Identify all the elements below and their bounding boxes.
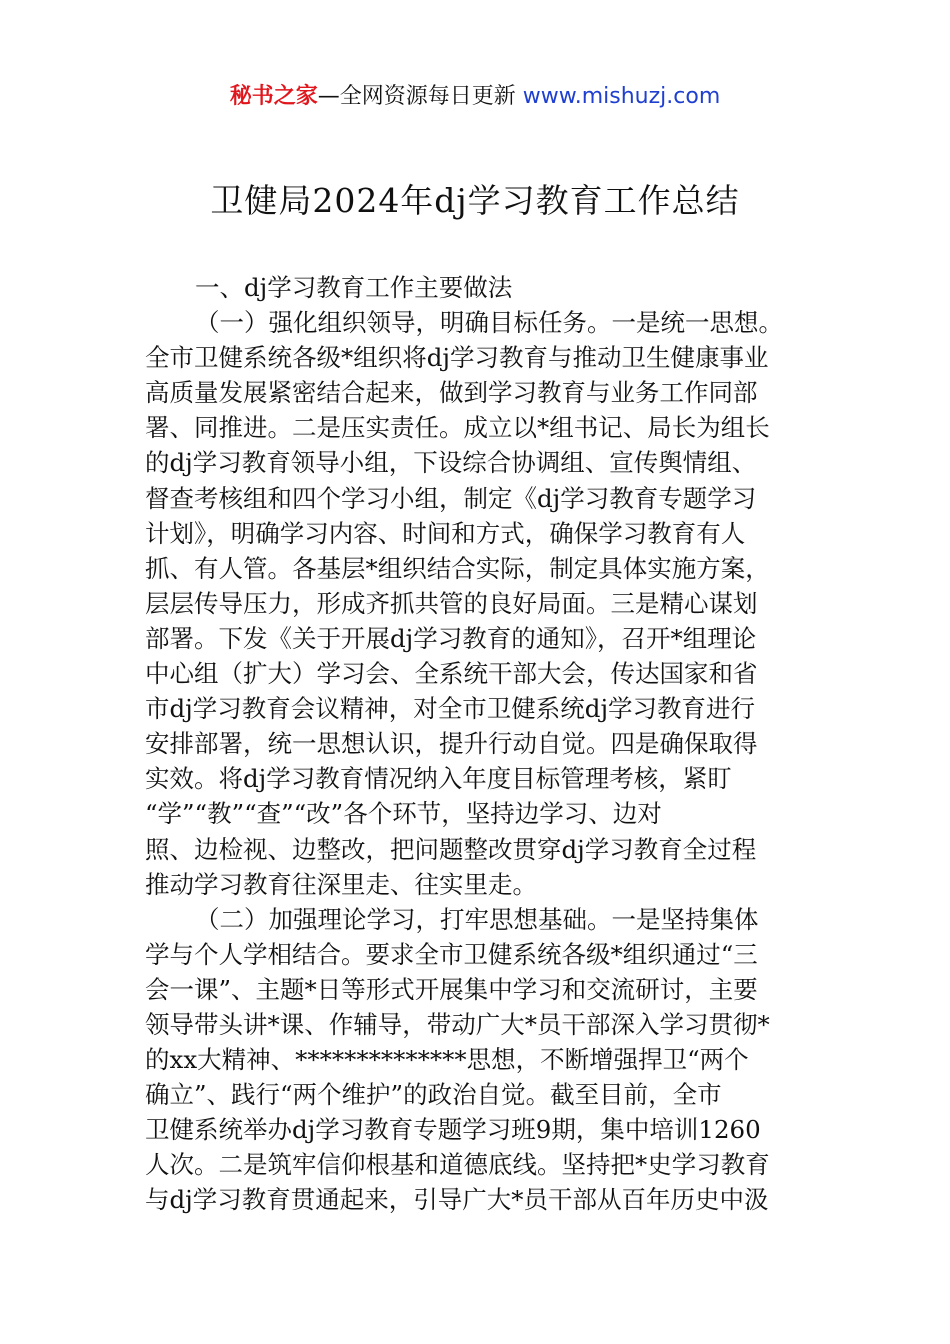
paragraph-line: 实效。将dj学习教育情况纳入年度目标管理考核，紧盯 (145, 764, 732, 794)
paragraph-line: 督查考核组和四个学习小组，制定《dj学习教育专题学习 (145, 483, 757, 513)
paragraph-line: 安排部署，统一思想认识，提升行动自觉。四是确保取得 (145, 729, 758, 759)
document-body (145, 270, 809, 1218)
paragraph-line: 计划》，明确学习内容、时间和方式，确保学习教育有人 (145, 518, 746, 548)
paragraph-line: 照、边检视、边整改，把问题整改贯穿dj学习教育全过程 (145, 834, 757, 864)
site-banner (0, 82, 950, 112)
paragraph-line: 高质量发展紧密结合起来，做到学习教育与业务工作同部 (145, 378, 758, 408)
site-url-link[interactable]: www.mishuzj.com (522, 84, 721, 109)
paragraph-line: 的xx大精神、**************思想，不断增强捍卫“两个 (145, 1045, 749, 1075)
paragraph-line: 学与个人学相结合。要求全市卫健系统各级*组织通过“三 (145, 939, 758, 969)
paragraph-line: 推动学习教育往深里走、往实里走。 (145, 869, 537, 899)
paragraph-line: 部署。下发《关于开展dj学习教育的通知》，召开*组理论 (145, 623, 757, 653)
paragraph-line: “学”“教”“查”“改”各个环节，坚持边学习、边对 (145, 799, 662, 829)
paragraph-line: （一）强化组织领导，明确目标任务。一是统一思想。 (195, 308, 783, 338)
paragraph-line: 署、同推进。二是压实责任。成立以*组书记、局长为组长 (145, 413, 770, 443)
paragraph-line: 确立”、践行“两个维护”的政治自觉。截至目前，全市 (145, 1080, 722, 1110)
section-heading: 一、dj学习教育工作主要做法 (195, 273, 513, 302)
paragraph-line: 会一课”、主题*日等形式开展集中学习和交流研讨，主要 (145, 974, 758, 1004)
paragraph-line: 与dj学习教育贯通起来，引导广大*员干部从百年历史中汲 (145, 1185, 769, 1215)
paragraph-line: 市dj学习教育会议精神，对全市卫健系统dj学习教育进行 (145, 694, 756, 724)
banner-slogan: —全网资源每日更新 (317, 84, 516, 109)
brand-name: 秘书之家 (229, 84, 318, 109)
document-title: 卫健局2024年dj学习教育工作总结 (210, 181, 740, 220)
paragraph-line: 领导带头讲*课、作辅导，带动广大*员干部深入学习贯彻* (145, 1009, 770, 1039)
paragraph-line: （二）加强理论学习，打牢思想基础。一是坚持集体 (195, 904, 759, 934)
paragraph-line: 抓、有人管。各基层*组织结合实际，制定具体实施方案， (145, 553, 770, 583)
paragraph-line: 人次。二是筑牢信仰根基和道德底线。坚持把*史学习教育 (145, 1150, 770, 1180)
paragraph-line: 层层传导压力，形成齐抓共管的良好局面。三是精心谋划 (145, 588, 758, 618)
paragraph-line: 卫健系统举办dj学习教育专题学习班9期，集中培训1260 (145, 1115, 761, 1145)
paragraph-line: 全市卫健系统各级*组织将dj学习教育与推动卫生健康事业 (145, 343, 769, 373)
paragraph-line: 的dj学习教育领导小组，下设综合协调组、宣传舆情组、 (145, 448, 757, 478)
paragraph-line: 中心组（扩大）学习会、全系统干部大会，传达国家和省 (145, 659, 758, 689)
